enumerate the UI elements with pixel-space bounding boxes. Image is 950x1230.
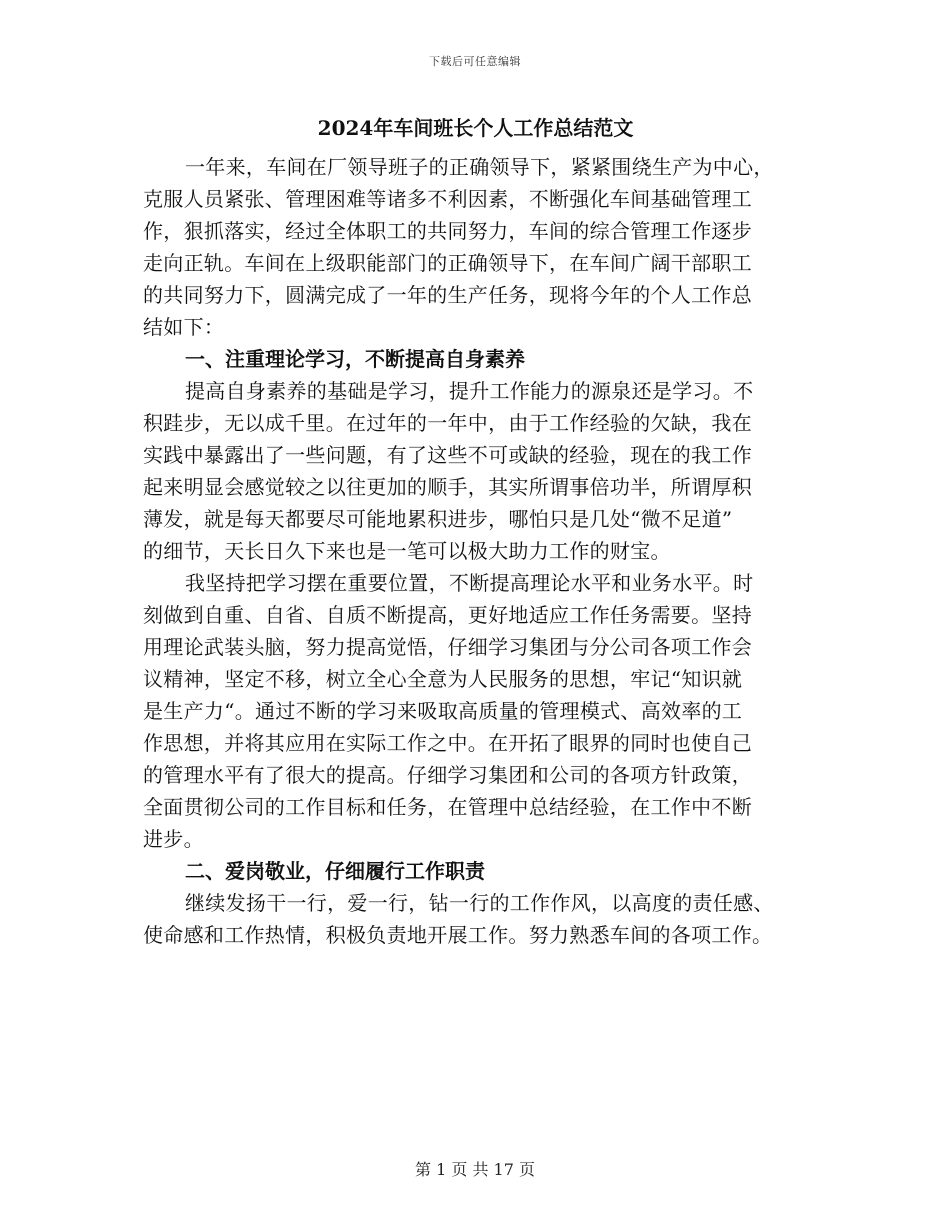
paragraph-line: 进步。 (143, 827, 204, 851)
paragraph-intro (143, 151, 808, 343)
section-heading-2: 二、爱岗敬业，仔细履行工作职责 (185, 859, 485, 883)
paragraph-line: 薄发，就是每天都要尽可能地累积进步，哪怕只是几处“微不足道” (143, 507, 733, 531)
section-heading-1: 一、注重理论学习，不断提高自身素养 (185, 347, 525, 371)
paragraph-line: 作，狠抓落实，经过全体职工的共同努力，车间的综合管理工作逐步 (143, 219, 752, 243)
paragraph-dedication (143, 887, 808, 951)
document-title: 2024年车间班长个人工作总结范文 (317, 116, 634, 140)
paragraph-line: 提高自身素养的基础是学习，提升工作能力的源泉还是学习。不 (185, 379, 754, 403)
paragraph-line: 的管理水平有了很大的提高。仔细学习集团和公司的各项方针政策， (143, 763, 752, 787)
paragraph-line: 是生产力“。通过不断的学习来吸取高质量的管理模式、高效率的工 (143, 699, 743, 723)
paragraph-line: 结如下： (143, 315, 225, 339)
paragraph-line: 实践中暴露出了一些问题，有了这些不可或缺的经验，现在的我工作 (143, 443, 752, 467)
paragraph-line: 议精神，坚定不移，树立全心全意为人民服务的思想，牢记“知识就 (143, 667, 743, 691)
paragraph-theory (143, 567, 808, 855)
paragraph-line: 克服人员紧张、管理困难等诸多不利因素，不断强化车间基础管理工 (143, 187, 752, 211)
page-header-note: 下载后可任意编辑 (429, 55, 521, 68)
paragraph-line: 作思想，并将其应用在实际工作之中。在开拓了眼界的同时也使自己 (143, 731, 752, 755)
paragraph-study (143, 375, 808, 567)
document-body (143, 113, 808, 951)
paragraph-line: 刻做到自重、自省、自质不断提高，更好地适应工作任务需要。坚持 (143, 603, 752, 627)
paragraph-line: 使命感和工作热情，积极负责地开展工作。努力熟悉车间的各项工作。 (143, 923, 773, 947)
paragraph-line: 的细节，天长日久下来也是一笔可以极大助力工作的财宝。 (143, 539, 671, 563)
paragraph-line: 用理论武装头脑，努力提高觉悟，仔细学习集团与分公司各项工作会 (143, 635, 752, 659)
paragraph-line: 的共同努力下，圆满完成了一年的生产任务，现将今年的个人工作总 (143, 283, 752, 307)
paragraph-line: 积跬步，无以成千里。在过年的一年中，由于工作经验的欠缺，我在 (143, 411, 752, 435)
paragraph-line: 我坚持把学习摆在重要位置，不断提高理论水平和业务水平。时 (185, 571, 754, 595)
paragraph-line: 一年来，车间在厂领导班子的正确领导下，紧紧围绕生产为中心， (185, 155, 774, 179)
paragraph-line: 走向正轨。车间在上级职能部门的正确领导下，在车间广阔干部职工 (143, 251, 752, 275)
paragraph-line: 起来明显会感觉较之以往更加的顺手，其实所谓事倍功半，所谓厚积 (143, 475, 752, 499)
paragraph-line: 继续发扬干一行，爱一行，钻一行的工作作风，以高度的责任感、 (185, 891, 774, 915)
paragraph-line: 全面贯彻公司的工作目标和任务，在管理中总结经验，在工作中不断 (143, 795, 752, 819)
page-number-footer: 第 1 页 共 17 页 (415, 1160, 535, 1179)
